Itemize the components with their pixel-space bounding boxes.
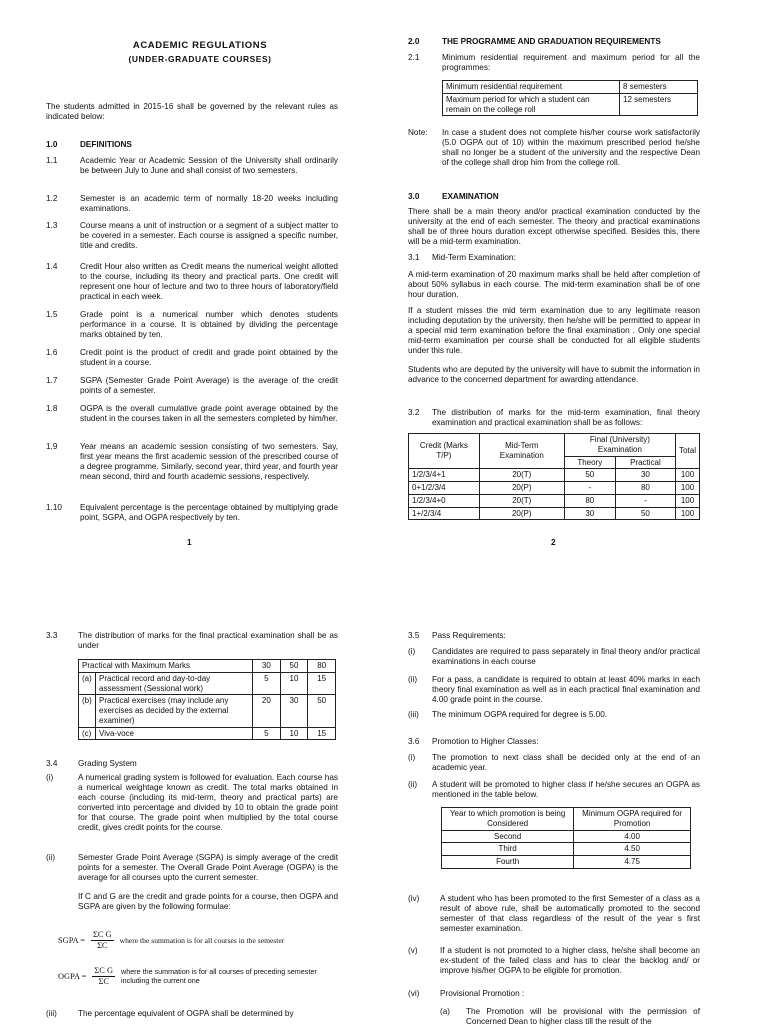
pass-requirements-heading	[408, 631, 700, 641]
table-row	[409, 507, 700, 520]
item-number: (v)	[408, 946, 418, 955]
item-text: Grade point is a numerical number which denotes students performance in a course. It is obtained by dividing the percentage marks obtained by ten.	[80, 310, 338, 339]
item-number: (i)	[46, 773, 54, 782]
table-cell: 1/2/3/4+0	[409, 494, 480, 507]
table-cell: 80	[564, 494, 615, 507]
section-number: 3.5	[408, 631, 420, 640]
table-cell: -	[615, 494, 675, 507]
definition-item	[46, 442, 338, 482]
table-cell: 20(P)	[479, 507, 564, 520]
column-header: Final (University) Examination	[564, 434, 675, 457]
page-number: 1	[187, 538, 192, 547]
mid-term-heading	[408, 253, 700, 263]
table-cell: (b)	[79, 695, 96, 727]
promotion-item	[408, 780, 700, 800]
table-cell: 4.75	[574, 856, 691, 869]
definition-item	[46, 404, 338, 424]
table-header-row	[409, 434, 700, 457]
promotion-heading	[408, 737, 700, 747]
promotion-item	[408, 946, 700, 976]
definition-item	[46, 503, 338, 523]
table-cell: 30	[615, 469, 675, 482]
grading-item	[46, 1009, 338, 1019]
table-cell: 15	[308, 672, 336, 695]
column-header: Minimum OGPA required for Promotion	[574, 808, 691, 831]
item-text: A student who has been promoted to the first Semester of a class as a result of above rule, shall be automatically promoted to the second semester of that class regardless of the result of the year s first semester examination.	[440, 894, 700, 933]
examination-heading	[408, 192, 700, 202]
section-number: 2.0	[408, 37, 420, 46]
table-cell: 10	[280, 727, 308, 740]
item-number: (a)	[440, 1007, 451, 1016]
definition-item	[46, 221, 338, 251]
numerator: ΣC G	[92, 966, 115, 977]
definition-item	[46, 156, 338, 176]
item-text: The distribution of marks for the mid-term examination, final theory examination and practical examination shall be as follows:	[432, 408, 700, 427]
item-number: 1.10	[46, 503, 62, 512]
table-cell: 50	[308, 695, 336, 727]
table-cell: 1+/2/3/4	[409, 507, 480, 520]
promotion-subitem	[440, 1007, 700, 1027]
item-number: 3.2	[408, 408, 420, 417]
table-cell: 4.00	[574, 830, 691, 843]
table-cell: 10	[280, 672, 308, 695]
table-cell: 100	[676, 469, 700, 482]
table-cell: Fourth	[442, 856, 574, 869]
table-cell: Practical exercises (may include any exercises as decided by the external examiner)	[96, 695, 253, 727]
promotion-item	[408, 989, 700, 999]
table-row	[79, 727, 336, 740]
table-cell: -	[564, 482, 615, 495]
section-title: THE PROGRAMME AND GRADUATION REQUIREMENTS	[442, 37, 661, 46]
item-number: 1.5	[46, 310, 58, 319]
numerator: ΣC G	[91, 930, 114, 941]
item-text: For a pass, a candidate is required to obtain at least 40% marks in each theory final examination as well as in each practical final examination and 4.00 grade point in the course.	[432, 675, 700, 704]
table-header-row	[442, 808, 691, 831]
item-text: The distribution of marks for the final practical examination shall be as under	[78, 631, 338, 650]
table-cell: Third	[442, 843, 574, 856]
item-2-1	[408, 53, 700, 73]
note-text: In case a student does not complete his/her course work satisfactorily (5.0 OGPA out of 10) within the maximum prescribed period he/she shall no longer be a student of the university and the respective Dean of the college shall drop him from the college roll.	[442, 128, 700, 167]
item-text: OGPA is the overall cumulative grade point average obtained by the student in the courses taken in all the semesters completed by him/her.	[80, 404, 338, 423]
table-cell: 12 semesters	[620, 93, 698, 116]
section-title: EXAMINATION	[442, 192, 499, 201]
table-cell: 15	[308, 727, 336, 740]
examination-paragraph: There shall be a main theory and/or practical examination conducted by the university at the end of each semester. The theory and practical examinations shall be of three hours duration except otherwise specified. Besides this, there will be a mid-term examination.	[408, 207, 700, 246]
table-row	[79, 672, 336, 695]
table-cell: 20(P)	[479, 482, 564, 495]
table-cell: 30	[564, 507, 615, 520]
item-text: The percentage equivalent of OGPA shall be determined by	[78, 1009, 294, 1018]
item-text: Candidates are required to pass separately in final theory and/or practical examinations in each course	[432, 647, 700, 666]
item-text: A numerical grading system is followed for evaluation. Each course has a numerical weightage known as credit. The total marks obtained in each course (including its mid-term, theory and practical parts) are converted into percentage and divided by 10 to obtain the grade point for that course. The grade point when multiplied by the total course credit, gives credit points for the course.	[78, 773, 338, 832]
item-text: Credit Hour also written as Credit means the numerical weight allotted to the course, including its theory and practical parts. One credit will represent one hour of lecture and two to three hours of laboratory/field practical in each week.	[80, 262, 338, 301]
residential-requirement-table	[442, 80, 698, 116]
section-title: Grading System	[78, 759, 137, 768]
item-number: (ii)	[408, 675, 418, 684]
item-number: 1.7	[46, 376, 58, 385]
formula-intro: If C and G are the credit and grade points for a course, then OGPA and SGPA are given by the following formulae:	[78, 892, 338, 911]
item-number: (vi)	[408, 989, 420, 998]
pass-item	[408, 647, 700, 667]
intro-paragraph: The students admitted in 2015-16 shall be governed by the relevant rules as indicated below:	[46, 102, 338, 121]
section-number: 3.6	[408, 737, 420, 746]
grading-item	[46, 773, 338, 833]
table-row	[442, 843, 691, 856]
item-text: If a student is not promoted to a higher class, he/she shall become an ex-student of the failed class and has to clear the backlog and/ or improve his/her OGPA to be eligible for promotion.	[440, 946, 700, 975]
item-text: Credit point is the product of credit and grade point obtained by the student in a course.	[80, 348, 338, 367]
column-header: Total	[676, 434, 700, 469]
table-cell: 100	[676, 482, 700, 495]
item-text: Academic Year or Academic Session of the University shall ordinarily be between July to June and shall consist of two semesters.	[80, 156, 338, 175]
item-text: Provisional Promotion :	[440, 989, 525, 998]
item-text: A student will be promoted to higher class if he/she secures an OGPA as mentioned in the table below.	[432, 780, 700, 799]
table-cell: 80	[615, 482, 675, 495]
column-header: Practical	[615, 456, 675, 469]
item-text: Minimum residential requirement and maximum period for all the programmes:	[442, 53, 700, 72]
table-cell: 50	[615, 507, 675, 520]
item-number: 2.1	[408, 53, 420, 62]
table-row	[409, 482, 700, 495]
item-3-3	[46, 631, 338, 651]
item-3-2	[408, 408, 700, 428]
table-row	[443, 81, 698, 94]
definitions-heading	[46, 140, 338, 150]
page-subtitle: (UNDER-GRADUATE COURSES)	[128, 54, 272, 64]
mid-term-paragraph: A mid-term examination of 20 maximum marks shall be held after completion of about 50% syllabus in each course. The mid-term examination shall be of one hour duration.	[408, 270, 700, 299]
item-number: 1.3	[46, 221, 58, 230]
marks-distribution-table	[408, 433, 700, 520]
table-cell: 100	[676, 494, 700, 507]
column-header: Credit (Marks T/P)	[409, 434, 480, 469]
fraction	[91, 930, 114, 952]
denominator: ΣC	[98, 977, 109, 987]
table-cell: Practical record and day-to-day assessment (Sessional work)	[96, 672, 253, 695]
table-cell: (c)	[79, 727, 96, 740]
item-text: SGPA (Semester Grade Point Average) is the average of the credit points of a semester.	[80, 376, 338, 395]
item-text: The promotion to next class shall be decided only at the end of an academic year.	[432, 753, 700, 772]
table-cell: 0+1/2/3/4	[409, 482, 480, 495]
formula-note: where the summation is for all courses in the semester	[119, 936, 285, 946]
promotion-item	[408, 894, 700, 934]
formula-label: SGPA =	[58, 935, 85, 945]
table-row	[442, 856, 691, 869]
item-text: The minimum OGPA required for degree is 5.00.	[432, 710, 608, 719]
note	[408, 128, 700, 168]
table-cell: 5	[253, 727, 281, 740]
column-header: Practical with Maximum Marks	[79, 660, 253, 673]
table-cell: (a)	[79, 672, 96, 695]
ogpa-formula	[58, 966, 338, 988]
grading-heading	[46, 759, 338, 769]
column-header: Year to which promotion is being Considered	[442, 808, 574, 831]
item-text: Equivalent percentage is the percentage obtained by multiplying grade point, SGPA, and OGPA respectively by ten.	[80, 503, 338, 522]
table-cell: Viva-voce	[96, 727, 253, 740]
item-text: Course means a unit of instruction or a segment of a subject matter to be covered in a semester. Each course is assigned a specific number, title and credits.	[80, 221, 338, 250]
column-header: Theory	[564, 456, 615, 469]
section-title: DEFINITIONS	[80, 140, 132, 149]
section-title: Pass Requirements:	[432, 631, 506, 640]
section-number: 3.4	[46, 759, 58, 768]
item-number: (iv)	[408, 894, 420, 903]
item-text: Semester Grade Point Average (SGPA) is simply average of the credit points for a semester. The Overall Grade Point Average (OGPA) is the average for all courses upto the current semester.	[78, 853, 338, 882]
table-cell: 4.50	[574, 843, 691, 856]
item-number: 1.9	[46, 442, 58, 451]
table-cell: 20	[253, 695, 281, 727]
section-number: 3.0	[408, 192, 420, 201]
column-header: 30	[253, 660, 281, 673]
item-number: 1.2	[46, 194, 58, 203]
item-number: 1.6	[46, 348, 58, 357]
formula-note: where the summation is for all courses of preceding semester including the current one	[121, 966, 317, 985]
table-cell: Second	[442, 830, 574, 843]
item-number: 1.1	[46, 156, 58, 165]
table-row	[409, 469, 700, 482]
mid-term-paragraph: If a student misses the mid term examination due to any legitimate reason including deputation by the university, then he/she will be permitted to appear in a special mid term examination before the final examination . Only one special mid-term examination per course shall be conducted for all eligible students under this rule.	[408, 306, 700, 355]
grading-item	[46, 853, 338, 883]
table-cell: 5	[253, 672, 281, 695]
item-number: (iii)	[46, 1009, 57, 1018]
item-text: Semester is an academic term of normally 18-20 weeks including examinations.	[80, 194, 338, 213]
section-title: Promotion to Higher Classes:	[432, 737, 539, 746]
table-row	[442, 830, 691, 843]
definition-item	[46, 310, 338, 340]
column-header: 50	[280, 660, 308, 673]
promotion-item	[408, 753, 700, 773]
section-title: Mid-Term Examination:	[432, 253, 516, 262]
table-cell: Maximum period for which a student can remain on the college roll	[443, 93, 620, 116]
section-number: 1.0	[46, 140, 58, 149]
table-cell: Minimum residential requirement	[443, 81, 620, 94]
definition-item	[46, 194, 338, 214]
column-header: 80	[308, 660, 336, 673]
practical-marks-table	[78, 659, 336, 740]
table-cell: 1/2/3/4+1	[409, 469, 480, 482]
pass-item	[408, 710, 700, 720]
column-header: Mid-Term Examination	[479, 434, 564, 469]
note-label: Note:	[408, 128, 428, 137]
item-number: (ii)	[46, 853, 56, 862]
item-number: (i)	[408, 647, 416, 656]
formula-label: OGPA =	[58, 971, 87, 981]
sgpa-formula	[58, 930, 338, 952]
table-header-row	[79, 660, 336, 673]
item-number: (ii)	[408, 780, 418, 789]
page-number: 2	[551, 538, 556, 547]
item-text: Year means an academic session consisting of two semesters. Say, first year means the first academic session of the prescribed course of a degree programme. Similarly, second year, third year, and fourth year mean second, third and fourth academic sessions, respectively.	[80, 442, 338, 481]
item-number: (i)	[408, 753, 416, 762]
table-cell: 20(T)	[479, 494, 564, 507]
table-cell: 8 semesters	[620, 81, 698, 94]
pass-item	[408, 675, 700, 705]
definition-item	[46, 262, 338, 302]
programme-heading	[408, 37, 700, 47]
page-title: ACADEMIC REGULATIONS	[132, 40, 268, 51]
item-number: 1.8	[46, 404, 58, 413]
table-row	[409, 494, 700, 507]
item-number: 3.3	[46, 631, 58, 640]
definition-item	[46, 376, 338, 396]
table-row	[443, 93, 698, 116]
section-number: 3.1	[408, 253, 420, 262]
mid-term-paragraph: Students who are deputed by the university will have to submit the information in advance to the concerned department for awarding attendance.	[408, 365, 700, 384]
fraction	[92, 966, 115, 988]
promotion-table	[441, 807, 691, 869]
table-row	[79, 695, 336, 727]
table-cell: 30	[280, 695, 308, 727]
table-cell: 100	[676, 507, 700, 520]
table-cell: 20(T)	[479, 469, 564, 482]
item-number: 1.4	[46, 262, 58, 271]
item-number: (iii)	[408, 710, 419, 719]
item-text: The Promotion will be provisional with the permission of Concerned Dean to higher class till the result of the	[466, 1007, 700, 1026]
table-cell: 50	[564, 469, 615, 482]
definition-item	[46, 348, 338, 368]
denominator: ΣC	[97, 941, 108, 951]
